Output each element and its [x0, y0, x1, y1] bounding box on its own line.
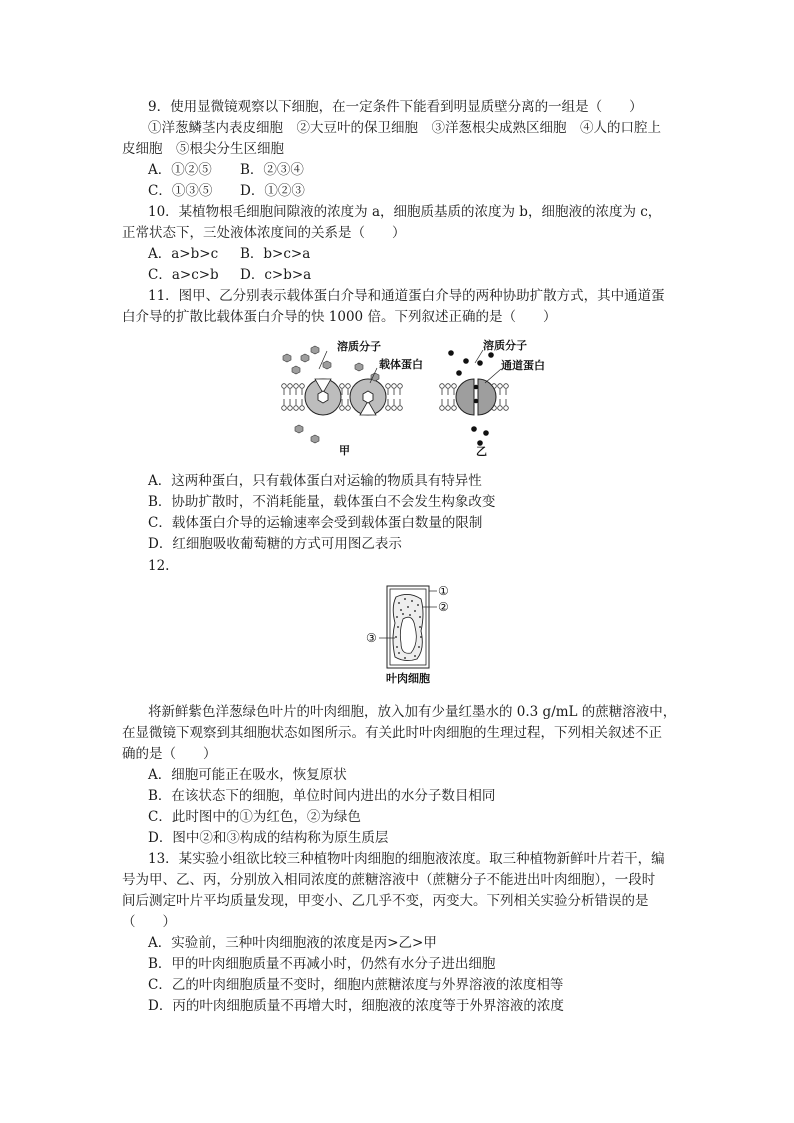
q10-options-ab [148, 244, 310, 264]
q9-option-d: D．①②③ [240, 183, 305, 199]
q12-option-a: A．细胞可能正在吸水，恢复原状 [148, 767, 347, 783]
q11-option-b: B．协助扩散时，不消耗能量，载体蛋白不会发生构象改变 [148, 494, 496, 510]
q9-options-ab [148, 160, 304, 180]
label-channel-protein: 通道蛋白 [501, 359, 545, 372]
q13-option-b: B．甲的叶肉细胞质量不再减小时，仍然有水分子进出细胞 [148, 956, 496, 972]
q9-option-c: C．①③⑤ [148, 183, 213, 199]
q10-stem-line1: 10．某植物根毛细胞间隙液的浓度为 a，细胞质基质的浓度为 b，细胞液的浓度为 c， [148, 204, 662, 220]
q13-option-a: A．实验前，三种叶肉细胞液的浓度是丙>乙>甲 [148, 935, 437, 951]
q11-transport-figure [275, 333, 545, 463]
q9-stem: 9．使用显微镜观察以下细胞，在一定条件下能看到明显质壁分离的一组是（ ） [148, 99, 643, 115]
q13-option-d: D．丙的叶肉细胞质量不再增大时，细胞液的浓度等于外界溶液的浓度 [148, 998, 564, 1014]
mark-2: ② [438, 600, 449, 614]
q13-option-c: C．乙的叶肉细胞质量不变时，细胞内蔗糖浓度与外界溶液的浓度相等 [148, 977, 564, 993]
q12-leaf-cell-figure [365, 583, 460, 688]
q9-items-line2: 皮细胞 ⑤根尖分生区细胞 [122, 141, 284, 157]
mark-3: ③ [366, 631, 377, 645]
q9-option-a: A．①②⑤ [148, 162, 212, 178]
q12-option-c: C．此时图中的①为红色，②为绿色 [148, 809, 361, 825]
q12-number: 12. [148, 558, 170, 574]
q12-option-b: B．在该状态下的细胞，单位时间内进出的水分子数目相同 [148, 788, 496, 804]
q10-option-d: D．c>b>a [240, 267, 312, 283]
channel-protein-panel [440, 338, 545, 458]
label-solute-yi: 溶质分子 [483, 339, 527, 352]
q9-options-cd [148, 181, 305, 201]
q12-stem-line3: 确的是（ ） [122, 746, 217, 762]
label-carrier-protein: 载体蛋白 [379, 358, 423, 371]
label-yi: 乙 [476, 445, 487, 458]
q13-stem-line3: 间后测定叶片平均质量发现，甲变小、乙几乎不变，丙变大。下列相关实验分析错误的是 [122, 893, 649, 909]
vacuole [400, 617, 416, 653]
q13-stem-line4: （ ） [122, 914, 176, 930]
q11-option-d: D．红细胞吸收葡萄糖的方式可用图乙表示 [148, 536, 402, 552]
carrier-protein-panel [282, 339, 423, 457]
q9-option-b: B．②③④ [240, 162, 304, 178]
q10-options-cd [148, 265, 311, 285]
q10-option-b: B．b>c>a [240, 246, 311, 262]
q11-stem-line2: 白介导的扩散比载体蛋白介导的快 1000 倍。下列叙述正确的是（ ） [122, 309, 557, 325]
mark-1: ① [438, 584, 449, 598]
label-solute-jia: 溶质分子 [337, 340, 381, 353]
q10-option-a: A．a>b>c [148, 246, 219, 262]
q11-option-a: A．这两种蛋白，只有载体蛋白对运输的物质具有特异性 [148, 473, 482, 489]
q10-option-c: C．a>c>b [148, 267, 219, 283]
q11-stem-line1: 11．图甲、乙分别表示载体蛋白介导和通道蛋白介导的两种协助扩散方式，其中通道蛋 [148, 288, 665, 304]
label-jia: 甲 [339, 444, 350, 457]
q13-stem-line1: 13．某实验小组欲比较三种植物叶肉细胞的细胞液浓度。取三种植物新鲜叶片若干，编 [148, 851, 665, 867]
q13-stem-line2: 号为甲、乙、丙，分别放入相同浓度的蔗糖溶液中（蔗糖分子不能进出叶肉细胞），一段时 [122, 872, 656, 888]
leaf-cell-caption: 叶肉细胞 [386, 672, 430, 685]
q12-stem-line2: 在显微镜下观察到其细胞状态如图所示。有关此时叶肉细胞的生理过程，下列相关叙述不正 [122, 725, 662, 741]
q11-option-c: C．载体蛋白介导的运输速率会受到载体蛋白数量的限制 [148, 515, 483, 531]
q12-option-d: D．图中②和③构成的结构称为原生质层 [148, 830, 389, 846]
q10-stem-line2: 正常状态下，三处液体浓度间的关系是（ ） [122, 225, 406, 241]
channel-protein-left-half [456, 379, 474, 415]
q12-stem-line1: 将新鲜紫色洋葱绿色叶片的叶肉细胞，放入加有少量红墨水的 0.3 g/mL 的蔗糖溶液中， [148, 704, 677, 720]
q9-items-line1: ①洋葱鳞茎内表皮细胞 ②大豆叶的保卫细胞 ③洋葱根尖成熟区细胞 ④人的口腔上 [148, 120, 661, 136]
